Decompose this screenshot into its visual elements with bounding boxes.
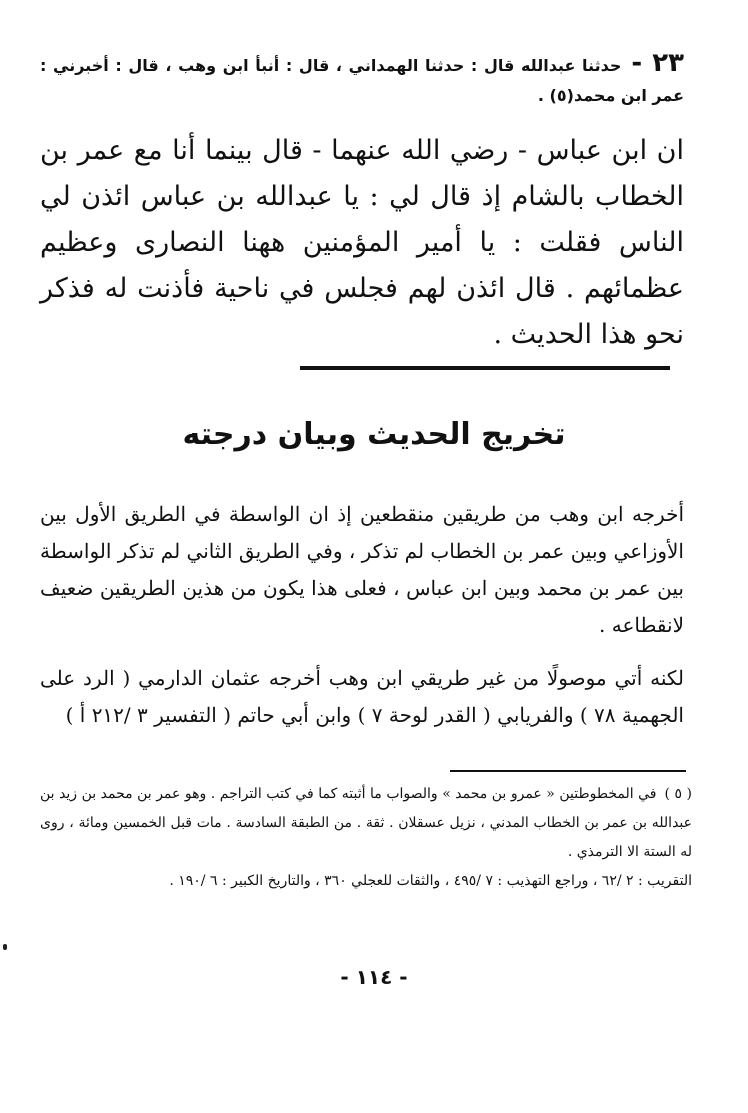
takhrij-paragraph-2: لكنه أتي موصولًا من غير طريقي ابن وهب أخرجه عثمان الدارمي ( الرد على الجهمية ٧٨ ) والفريابي ( القدر لوحة ٧ ) وابن أبي حاتم ( التفسير ٣ /٢١٢ أ ): [40, 666, 684, 727]
hadith-number: ٢٣ -: [631, 48, 684, 78]
footnote-references: التقريب : ٢ /٦٢ ، وراجع التهذيب : ٧ /٤٩٥ ، والثقات للعجلي ٣٦٠ ، والتاريخ الكبير : ٦ /١٩٠ .: [169, 873, 692, 889]
takhrij-paragraph-1: أخرجه ابن وهب من طريقين منقطعين إذ ان الواسطة في الطريق الأول بين الأوزاعي وبين عمر بن الخطاب لم تذكر ، وفي الطريق الثاني لم تذكر الواسطة بين عمر بن محمد وبين ابن عباس ، فعلى هذا يكون من هذين الطريقين ضعيف لانقطاعه .: [40, 502, 684, 637]
isnad-text: حدثنا عبدالله قال : حدثنا الهمداني ، قال : أنبأ ابن وهب ، قال : أخبرني : عمر ابن محمد(٥) .: [40, 56, 684, 105]
footnote: [40, 780, 692, 896]
hadith-isnad: [40, 48, 684, 111]
scan-speck: [3, 944, 7, 950]
footnote-body: [40, 780, 692, 867]
page-number: - ١١٤ -: [340, 965, 408, 989]
hadith-matn: ان ابن عباس - رضي الله عنهما - قال بينما أنا مع عمر بن الخطاب بالشام إذ قال لي : يا عبدالله بن عباس ائذن لي الناس فقلت : يا أمير المؤمنين ههنا النصارى وعظيم عظمائهم . قال ائذن لهم فجلس في ناحية فأذنت له فذكر نحو هذا الحديث .: [40, 135, 684, 350]
section-title: تخريج الحديث وبيان درجته: [182, 417, 566, 452]
footnote-text-1: في المخطوطتين « عمرو بن محمد » والصواب ما أثبته كما في كتب التراجم . وهو عمر بن محمد بن زيد بن عبدالله بن عمر بن الخطاب المدني ، نزيل عسقلان . ثقة . من الطبقة السادسة . مات قبل الخمسين ومائة ، روى له الستة الا الترمذي .: [40, 786, 692, 860]
footnote-marker: ( ٥ ): [664, 786, 692, 802]
footnote-divider: [450, 770, 686, 772]
section-divider: [300, 366, 670, 370]
